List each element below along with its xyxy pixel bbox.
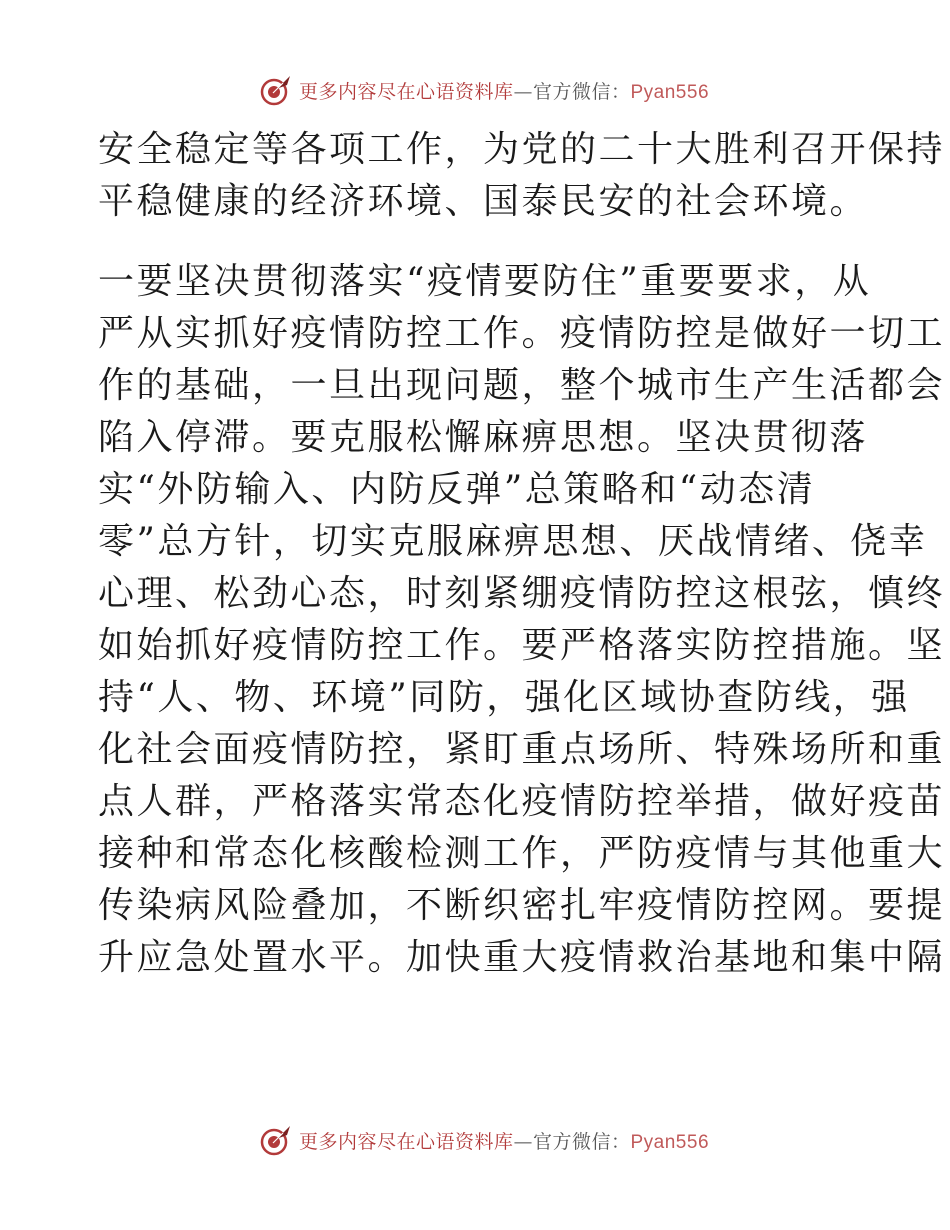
header-wechat-handle: Pyan556 xyxy=(630,81,710,103)
body-line: 安全稳定等各项工作，为党的二十大胜利召开保持 xyxy=(98,129,946,170)
footer-banner xyxy=(0,1120,950,1160)
body-line: 作的基础，一旦出现问题，整个城市生产生活都会 xyxy=(98,365,946,406)
footer-banner-text xyxy=(299,1127,709,1154)
document-body xyxy=(98,124,946,984)
body-line: 心理、松劲心态，时刻紧绷疫情防控这根弦，慎终 xyxy=(98,573,946,614)
header-banner-title: 更多内容尽在心语资料库 xyxy=(298,80,514,103)
body-line: 平稳健康的经济环境、国泰民安的社会环境。 xyxy=(98,181,869,222)
body-line: 严从实抓好疫情防控工作。疫情防控是做好一切工 xyxy=(98,313,946,354)
footer-wechat-handle: Pyan556 xyxy=(630,1131,710,1153)
body-line: 零”总方针，切实克服麻痹思想、厌战情绪、侥幸 xyxy=(98,521,928,562)
footer-wechat-label: 官方微信： xyxy=(532,1130,631,1153)
paragraph-gap xyxy=(98,228,853,256)
footer-banner-dash: — xyxy=(513,1130,533,1153)
header-banner-inner xyxy=(259,73,709,107)
body-line: 陷入停滞。要克服松懈麻痹思想。坚决贯彻落 xyxy=(98,417,869,458)
body-line: 如始抓好疫情防控工作。要严格落实防控措施。坚 xyxy=(98,625,946,666)
quill-logo-icon xyxy=(259,73,293,107)
body-line: 持“人、物、环境”同防，强化区域协查防线，强 xyxy=(98,677,910,718)
header-banner xyxy=(0,70,950,110)
body-line: 传染病风险叠加，不断织密扎牢疫情防控网。要提 xyxy=(98,885,946,926)
body-line: 接种和常态化核酸检测工作，严防疫情与其他重大 xyxy=(98,833,946,874)
header-banner-text xyxy=(299,77,709,104)
body-line: 实“外防输入、内防反弹”总策略和“动态清 xyxy=(98,469,816,510)
quill-logo-icon xyxy=(259,1123,293,1157)
body-line: 升应急处置水平。加快重大疫情救治基地和集中隔 xyxy=(98,937,946,978)
body-line: 化社会面疫情防控，紧盯重点场所、特殊场所和重 xyxy=(98,729,946,770)
header-wechat-label: 官方微信： xyxy=(532,80,631,103)
body-line: 一要坚决贯彻落实“疫情要防住”重要要求，从 xyxy=(98,261,872,302)
footer-banner-title: 更多内容尽在心语资料库 xyxy=(298,1130,514,1153)
footer-banner-inner xyxy=(259,1123,709,1157)
body-line: 点人群，严格落实常态化疫情防控举措，做好疫苗 xyxy=(98,781,946,822)
header-banner-dash: — xyxy=(513,80,533,103)
